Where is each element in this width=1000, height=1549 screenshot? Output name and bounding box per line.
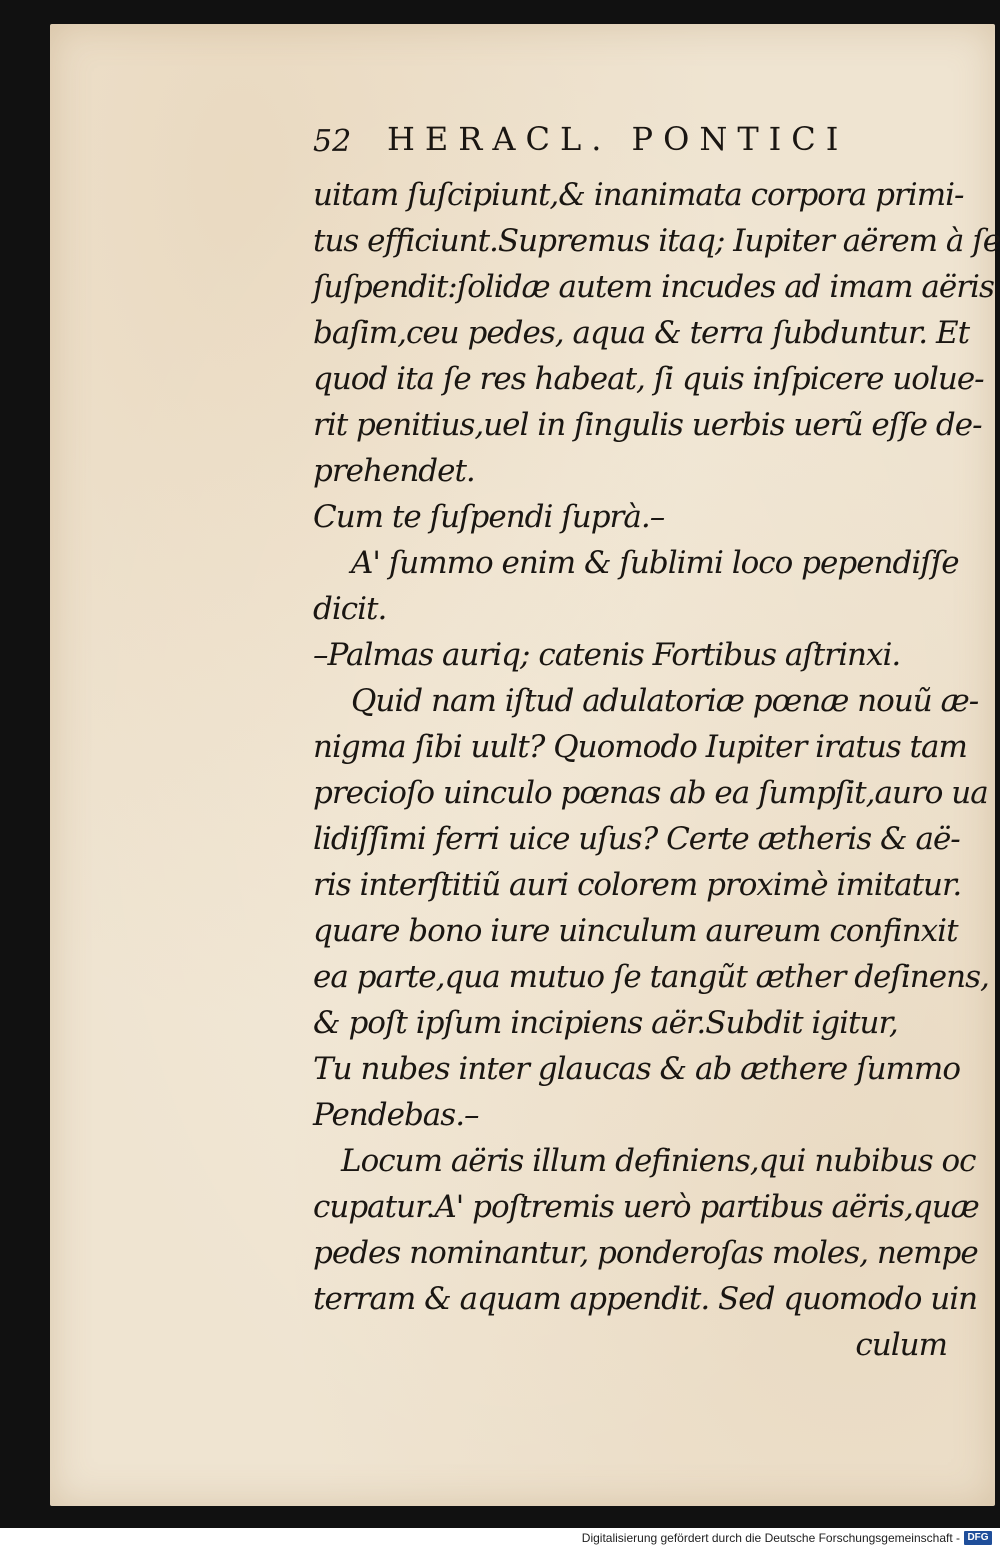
text-line: pedes nominantur, ponderoſas moles, nempe bbox=[313, 1235, 978, 1271]
text-line: tus efficiunt.Supremus itaq; Iupiter aërem à ſe bbox=[313, 223, 1000, 259]
text-line: ea parte,qua mutuo ſe tangũt æther deſinens, bbox=[313, 959, 989, 995]
verse-line: –Palmas auriq; catenis Fortibus aſtrinxi. bbox=[313, 637, 901, 673]
text-line: Quid nam iſtud adulatoriæ pœnæ nouũ æ- bbox=[351, 683, 979, 719]
text-line: terram & aquam appendit. Sed quomodo uin bbox=[313, 1281, 978, 1317]
text-line: prehendet. bbox=[313, 453, 475, 489]
text-line: precioſo uinculo pœnas ab ea ſumpſit,auro ua bbox=[313, 775, 988, 811]
text-line: dicit. bbox=[313, 591, 387, 627]
text-line: uitam ſuſcipiunt,& inanimata corpora primi- bbox=[313, 177, 964, 213]
text-line: ſuſpendit:ſolidæ autem incudes ad imam aëris bbox=[313, 269, 994, 305]
text-line: quod ita ſe res habeat, ſi quis inſpicere uolue- bbox=[313, 361, 984, 397]
text-line: ris interſtitiũ auri colorem proximè imitatur. bbox=[313, 867, 962, 903]
text-line: baſim,ceu pedes, aqua & terra ſubduntur. Et bbox=[313, 315, 970, 351]
text-line: rit penitius,uel in ſingulis uerbis uerũ eſſe de- bbox=[313, 407, 982, 443]
footer-bar bbox=[0, 1528, 1000, 1549]
text-line: lidiſſimi ferri uice uſus? Certe ætheris & aë- bbox=[313, 821, 960, 857]
digitization-credit: Digitalisierung gefördert durch die Deutsche Forschungsgemeinschaft - bbox=[581, 1531, 960, 1545]
body-text bbox=[313, 172, 1000, 1368]
dfg-logo-icon: DFG bbox=[964, 1531, 992, 1545]
text-line: Locum aëris illum definiens,qui nubibus oc bbox=[341, 1143, 976, 1179]
verse-line: Pendebas.– bbox=[313, 1097, 479, 1133]
text-line: nigma ſibi uult? Quomodo Iupiter iratus tam bbox=[313, 729, 967, 765]
text-line: cupatur.A' poſtremis uerò partibus aëris,quæ bbox=[313, 1189, 979, 1225]
catchword: culum bbox=[855, 1327, 947, 1363]
page-number: 52 bbox=[313, 124, 352, 159]
text-line: A' ſummo enim & ſublimi loco pependiſſe bbox=[351, 545, 959, 581]
verse-line: Tu nubes inter glaucas & ab æthere ſummo bbox=[313, 1051, 960, 1087]
page-header bbox=[313, 120, 933, 164]
text-line: & poſt ipſum incipiens aër.Subdit igitur, bbox=[313, 1005, 898, 1041]
running-title: HERACL. PONTICI bbox=[387, 120, 849, 158]
text-line: quare bono iure uinculum aureum confinxit bbox=[313, 913, 958, 949]
verse-line: Cum te ſuſpendi ſuprà.– bbox=[313, 499, 665, 535]
